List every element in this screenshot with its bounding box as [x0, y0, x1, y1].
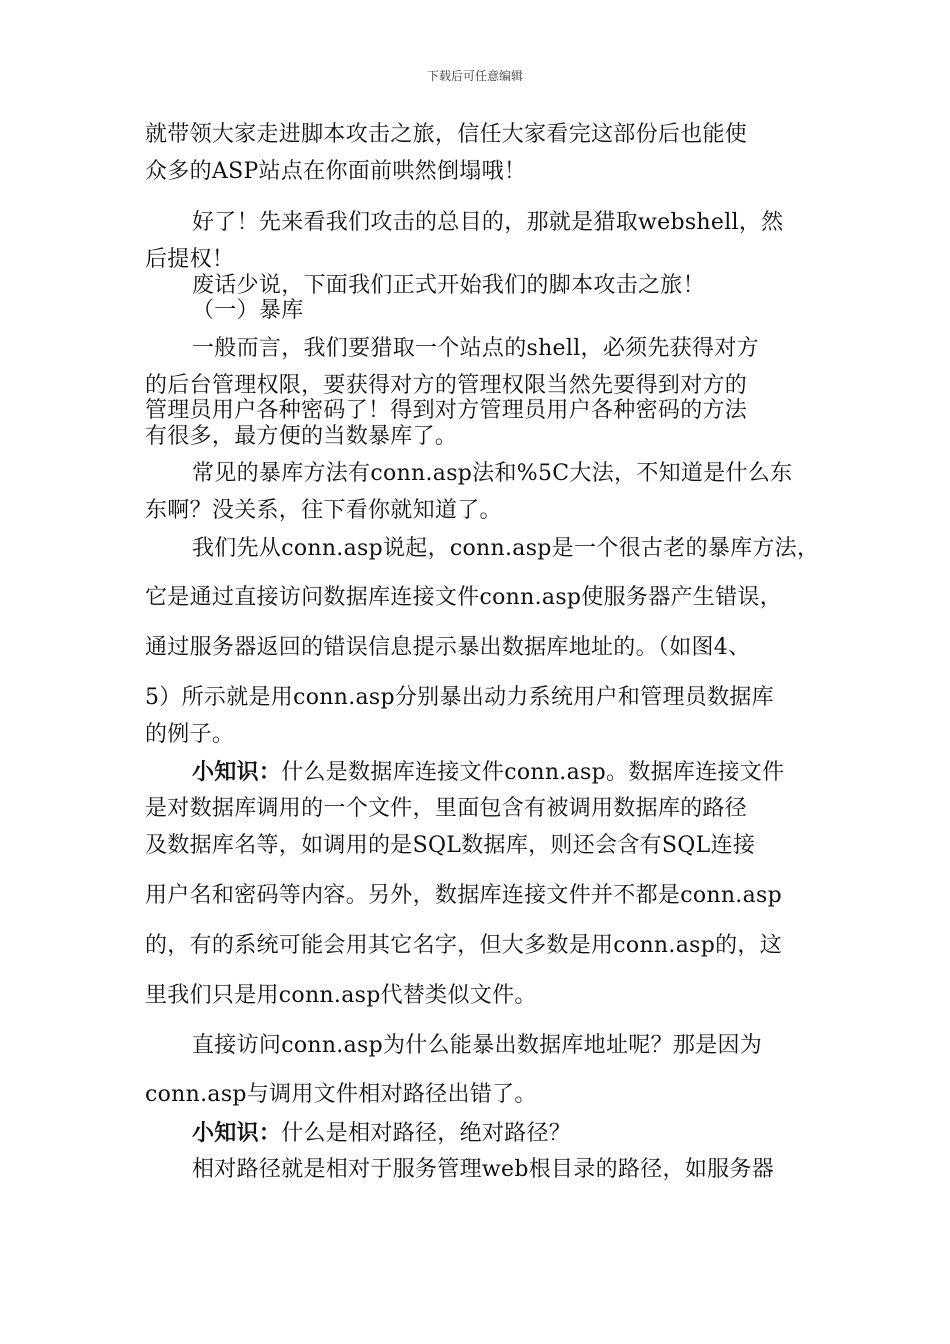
paragraph-line: 常见的暴库方法有conn.asp法和%5C大法，不知道是什么东 — [192, 461, 793, 486]
paragraph-line: 的例子。 — [145, 722, 235, 747]
paragraph-line: 里我们只是用conn.asp代替类似文件。 — [145, 983, 537, 1008]
tip-text: 什么是数据库连接文件conn.asp。数据库连接文件 — [281, 760, 785, 785]
paragraph-line: conn.asp与调用文件相对路径出错了。 — [145, 1082, 537, 1107]
paragraph-line: 一般而言，我们要猎取一个站点的shell，必须先获得对方 — [192, 336, 759, 361]
paragraph-line: 的后台管理权限，要获得对方的管理权限当然先要得到对方的 — [145, 373, 748, 398]
paragraph-line: 东啊？没关系，往下看你就知道了。 — [145, 498, 502, 523]
section-heading: （一）暴库 — [192, 298, 304, 323]
paragraph-line: 后提权！ — [145, 247, 235, 272]
page-header: 下载后可任意编辑 — [426, 69, 523, 83]
tip-line — [192, 759, 784, 786]
paragraph-line: 用户名和密码等内容。另外，数据库连接文件并不都是conn.asp — [145, 883, 782, 908]
tip-text: 什么是相对路径，绝对路径？ — [281, 1121, 572, 1146]
paragraph-line: 我们先从conn.asp说起，conn.asp是一个很古老的暴库方法， — [192, 536, 820, 561]
tip-label: 小知识： — [192, 1120, 282, 1146]
paragraph-line: 的，有的系统可能会用其它名字，但大多数是用conn.asp的，这 — [145, 933, 782, 958]
paragraph-line: 它是通过直接访问数据库连接文件conn.asp使服务器产生错误， — [145, 585, 782, 610]
paragraph-line: 相对路径就是相对于服务管理web根目录的路径，如服务器 — [192, 1157, 775, 1182]
paragraph-line: 直接访问conn.asp为什么能暴出数据库地址呢？那是因为 — [192, 1033, 763, 1058]
paragraph-line: 有很多，最方便的当数暴库了。 — [145, 424, 458, 449]
paragraph-line: 及数据库名等，如调用的是SQL数据库，则还会含有SQL连接 — [145, 833, 756, 858]
tip-line — [192, 1120, 571, 1147]
paragraph-line: 5）所示就是用conn.asp分别暴出动力系统用户和管理员数据库 — [145, 685, 774, 710]
paragraph-line: 管理员用户各种密码了！得到对方管理员用户各种密码的方法 — [145, 398, 748, 423]
tip-label: 小知识： — [192, 759, 282, 785]
paragraph-line: 就带领大家走进脚本攻击之旅，信任大家看完这部份后也能使 — [145, 122, 748, 147]
paragraph-line: 众多的ASP站点在你面前哄然倒塌哦！ — [145, 159, 527, 184]
paragraph-line: 是对数据库调用的一个文件，里面包含有被调用数据库的路径 — [145, 796, 748, 821]
paragraph-line: 通过服务器返回的错误信息提示暴出数据库地址的。（如图4、 — [145, 635, 751, 660]
paragraph-line: 好了！先来看我们攻击的总目的，那就是猎取webshell，然 — [192, 210, 784, 235]
paragraph-line: 废话少说，下面我们正式开始我们的脚本攻击之旅！ — [192, 273, 705, 298]
